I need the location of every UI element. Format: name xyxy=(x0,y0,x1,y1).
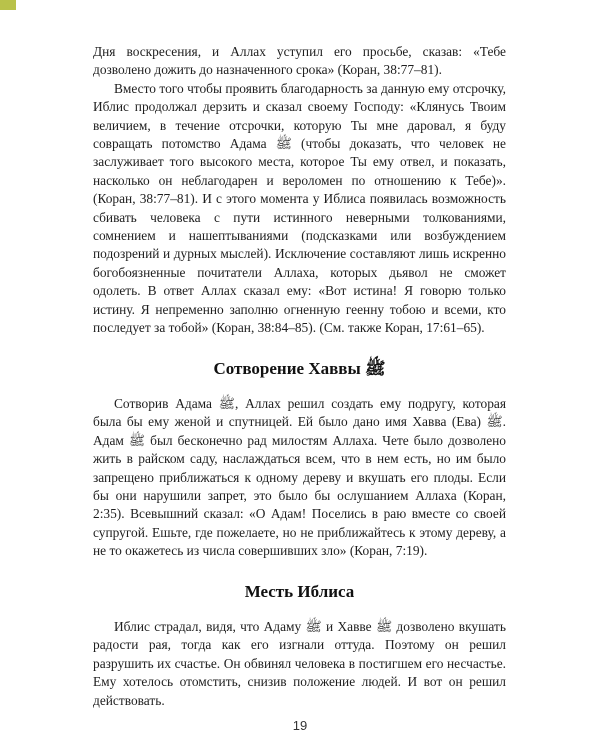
corner-mark xyxy=(0,0,16,10)
heading-creation-of-hawwa: Сотворение Хаввы ﷺ xyxy=(213,358,386,378)
page-text xyxy=(93,43,506,710)
paragraph-1: Дня воскресения, и Аллах уступил его просьбе, сказав: «Тебе дозволено дожить до назначенного срока» (Коран, 38:77–81). xyxy=(93,44,506,78)
paragraph-3: Сотворив Адама ﷺ, Аллах решил создать ему подругу, которая была бы ему женой и спутницей. Ей было дано имя Хавва (Ева) ﷺ. Адам ﷺ был бесконечно рад милостям Аллаха. Чете было дозволено жить в райском саду, наслаждаться всем, что в нем есть, но им было запрещено приближаться к одному дереву и вкушать его плоды. Если бы они нарушили запрет, это было бы ослушанием Аллаха (Коран, 2:35). Всевышний сказал: «О Адам! Поселись в раю вместе со своей супругой. Ешьте, где пожелаете, но не приближайтесь к этому дереву, а не то окажетесь из числа совершивших зло» (Коран, 7:19). xyxy=(93,395,506,559)
heading-revenge-of-iblis: Месть Иблиса xyxy=(244,581,355,601)
paragraph-4: Иблис страдал, видя, что Адаму ﷺ и Хавве ﷺ дозволено вкушать радости рая, тогда как его изгнали оттуда. Поэтому он решил разрушить их счастье. Он обвинял человека в постигшем его несчастье. Ему хотелось отомстить, снизив положение людей. И вот он решил действовать. xyxy=(93,618,506,708)
paragraph-2: Вместо того чтобы проявить благодарность за данную ему отсрочку, Иблис продолжал дерзить и сказал своему Господу: «Клянусь Твоим величием, в течение отсрочки, которую Ты мне даровал, я буду совращать потомство Адама ﷺ (чтобы доказать, что человек не заслуживает того высокого места, которое Ты ему отвел, и показать, насколько он неблагодарен и вероломен по отношению к Тебе)». (Коран, 38:77–81). И с этого момента у Иблиса появилась возможность сбивать человека с пути истинного неверными толкованиями, сомнением и нашептываниями (подсказками или возбуждением подозрений и дурных мыслей). Исключение составляют лишь искренно богобоязненные почитатели Аллаха, которых дьявол не сможет одолеть. В ответ Аллах сказал ему: «Вот истина! Я говорю только истину. Я непременно заполню огненную геенну тобою и всеми, кто последует за тобой» (Коран, 38:84–85). (См. также Коран, 17:61–65). xyxy=(93,80,506,336)
page-number: 19 xyxy=(292,718,308,733)
